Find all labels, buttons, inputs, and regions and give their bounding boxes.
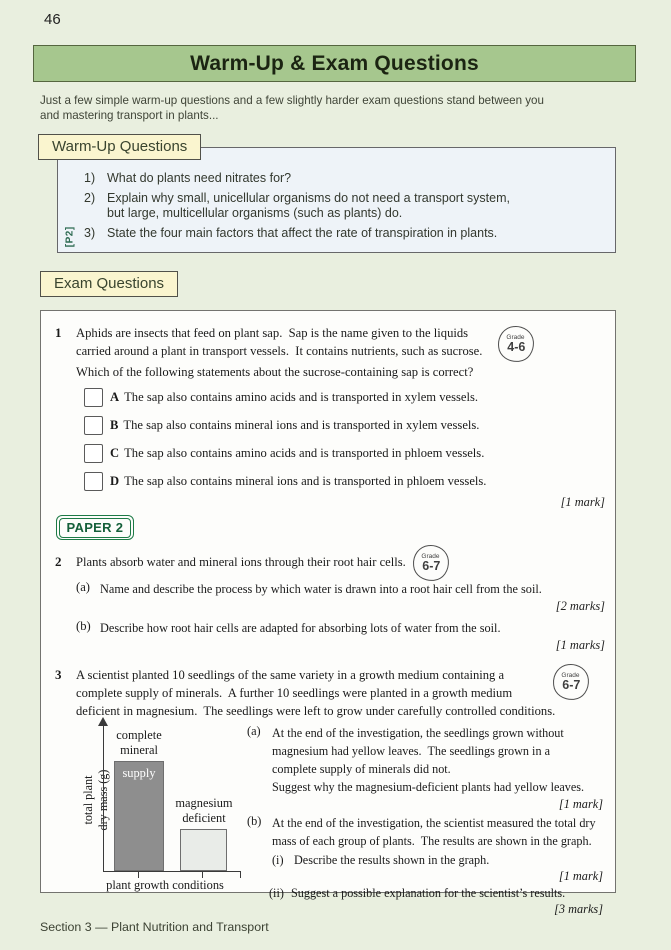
question-3-part-b-ii — [269, 886, 603, 901]
question-number: 1 — [55, 325, 62, 340]
option-b-checkbox[interactable] — [84, 416, 103, 435]
part-label: (b) — [247, 814, 262, 828]
part-text: Name and describe the process by which water is drawn into a root hair cell from the soil. — [100, 582, 542, 596]
paper-2-badge: PAPER 2 — [56, 515, 134, 540]
part-text: At the end of the investigation, the seedlings grown without magnesium had yellow leaves. The seedlings grown in a complete supply of minerals did not. Suggest why the magnesium-deficient plants had yellow leaves. — [272, 726, 585, 794]
option-row-b — [84, 416, 615, 435]
bar1-label-above: complete mineral — [116, 728, 162, 757]
grade-badge: Grade 6-7 — [411, 543, 450, 582]
intro-line: and mastering transport in plants... — [40, 109, 219, 122]
question-number: 3 — [55, 667, 62, 682]
option-d-checkbox[interactable] — [84, 472, 103, 491]
sub-part-text: Suggest a possible explanation for the scientist’s results. — [291, 886, 566, 900]
question-3-part-a — [247, 724, 603, 796]
bar1-label-inside: supply — [122, 765, 156, 780]
bar-chart — [77, 724, 247, 917]
exam-question-2 — [55, 553, 601, 571]
marks-label: [1 marks] — [555, 638, 605, 652]
part-label: (a) — [247, 724, 261, 738]
part-text: At the end of the investigation, the scientist measured the total dry mass of each group of plants. The results are shown in the graph. — [272, 816, 596, 848]
option-letter: C — [110, 446, 120, 460]
question-3-part-b — [247, 814, 603, 850]
option-row-d — [84, 472, 615, 491]
exam-question-3 — [55, 666, 601, 720]
sub-part-label: (ii) — [269, 886, 284, 900]
chart-plot-area — [103, 726, 241, 872]
question-number: 2 — [55, 554, 62, 569]
option-row-a — [84, 388, 615, 407]
x-axis-tick — [138, 872, 139, 878]
exam-questions-box — [40, 310, 616, 916]
question-number: 3) — [84, 225, 96, 240]
chart-x-axis-label: plant growth conditions — [106, 878, 224, 892]
x-axis-tick — [202, 872, 203, 878]
marks-label: [2 marks] — [555, 599, 605, 613]
grade-badge: Grade 6-7 — [551, 662, 590, 701]
part-label: (a) — [76, 580, 90, 594]
option-c-checkbox[interactable] — [84, 444, 103, 463]
question-text: Explain why small, unicellular organisms do not need a transport system, but large, multicellular organisms (such as plants) do. — [107, 190, 510, 220]
question-text: Plants absorb water and mineral ions through their root hair cells. — [76, 555, 406, 569]
option-row-c — [84, 444, 615, 463]
marks-label: [3 marks] — [554, 902, 603, 916]
title-banner — [33, 45, 636, 82]
part-text: Describe how root hair cells are adapted for absorbing lots of water from the soil. — [100, 621, 501, 635]
question-3-parts — [247, 724, 603, 917]
question-3-part-b-i — [272, 853, 603, 868]
bar2-label-above: magnesium deficient — [175, 796, 233, 825]
question-3-body — [41, 724, 615, 917]
option-a-checkbox[interactable] — [84, 388, 103, 407]
question-number: 2) — [84, 190, 96, 205]
option-letter: B — [110, 418, 119, 432]
option-text: The sap also contains amino acids and is transported in phloem vessels. — [124, 446, 485, 460]
intro-text — [40, 93, 544, 123]
question-text: Aphids are insects that feed on plant sap. Sap is the name given to the liquids carried around a plant in transport vessels. It contains nutrients, such as sucrose. — [76, 326, 483, 358]
bar-magnesium-deficient — [180, 829, 227, 871]
sub-part-text: Describe the results shown in the graph. — [294, 853, 490, 867]
marks-label: [1 mark] — [560, 495, 605, 509]
question-prompt: Which of the following statements about the sucrose-containing sap is correct? — [76, 365, 474, 379]
question-text: What do plants need nitrates for? — [107, 171, 292, 185]
page-title: Warm-Up & Exam Questions — [190, 51, 479, 75]
x-axis-tick — [240, 872, 241, 878]
exam-question-1 — [55, 324, 601, 360]
option-text: The sap also contains mineral ions and is transported in xylem vessels. — [123, 418, 480, 432]
warmup-questions-tab: Warm-Up Questions — [38, 134, 201, 160]
sub-part-label: (i) — [272, 853, 284, 867]
warmup-question-1 — [84, 171, 605, 187]
marks-label: [1 mark] — [558, 869, 603, 883]
question-text: A scientist planted 10 seedlings of the same variety in a growth medium containing a complete supply of minerals. A further 10 seedlings were planted in a growth medium deficient in magnesium. The seedlings were left to grow under carefully controlled conditions. — [76, 668, 556, 718]
warmup-question-2 — [84, 191, 605, 222]
question-number: 1) — [84, 171, 96, 185]
y-axis-arrow-icon — [98, 717, 108, 726]
grade-badge: Grade 4-6 — [496, 324, 535, 363]
option-letter: A — [110, 390, 120, 404]
question-2-part-a — [76, 580, 615, 598]
page-number: 46 — [44, 11, 61, 28]
question-2-part-b — [76, 619, 615, 637]
part-label: (b) — [76, 619, 91, 633]
warmup-question-3 — [64, 225, 605, 247]
question-text: State the four main factors that affect the rate of transpiration in plants. — [107, 225, 498, 240]
exam-questions-tab: Exam Questions — [40, 271, 178, 297]
option-text: The sap also contains mineral ions and is transported in phloem vessels. — [124, 474, 487, 488]
option-text: The sap also contains amino acids and is transported in xylem vessels. — [124, 390, 479, 404]
marks-label: [1 mark] — [558, 797, 603, 811]
option-letter: D — [110, 474, 120, 488]
chart-y-axis-label: total plant dry mass (g) — [81, 769, 110, 831]
section-footer: Section 3 — Plant Nutrition and Transport — [40, 920, 269, 934]
intro-line: Just a few simple warm-up questions and a few slightly harder exam questions stand between you — [40, 94, 544, 107]
warmup-questions-box — [57, 147, 616, 253]
paper-2-margin-marker: [P2] — [64, 225, 76, 247]
